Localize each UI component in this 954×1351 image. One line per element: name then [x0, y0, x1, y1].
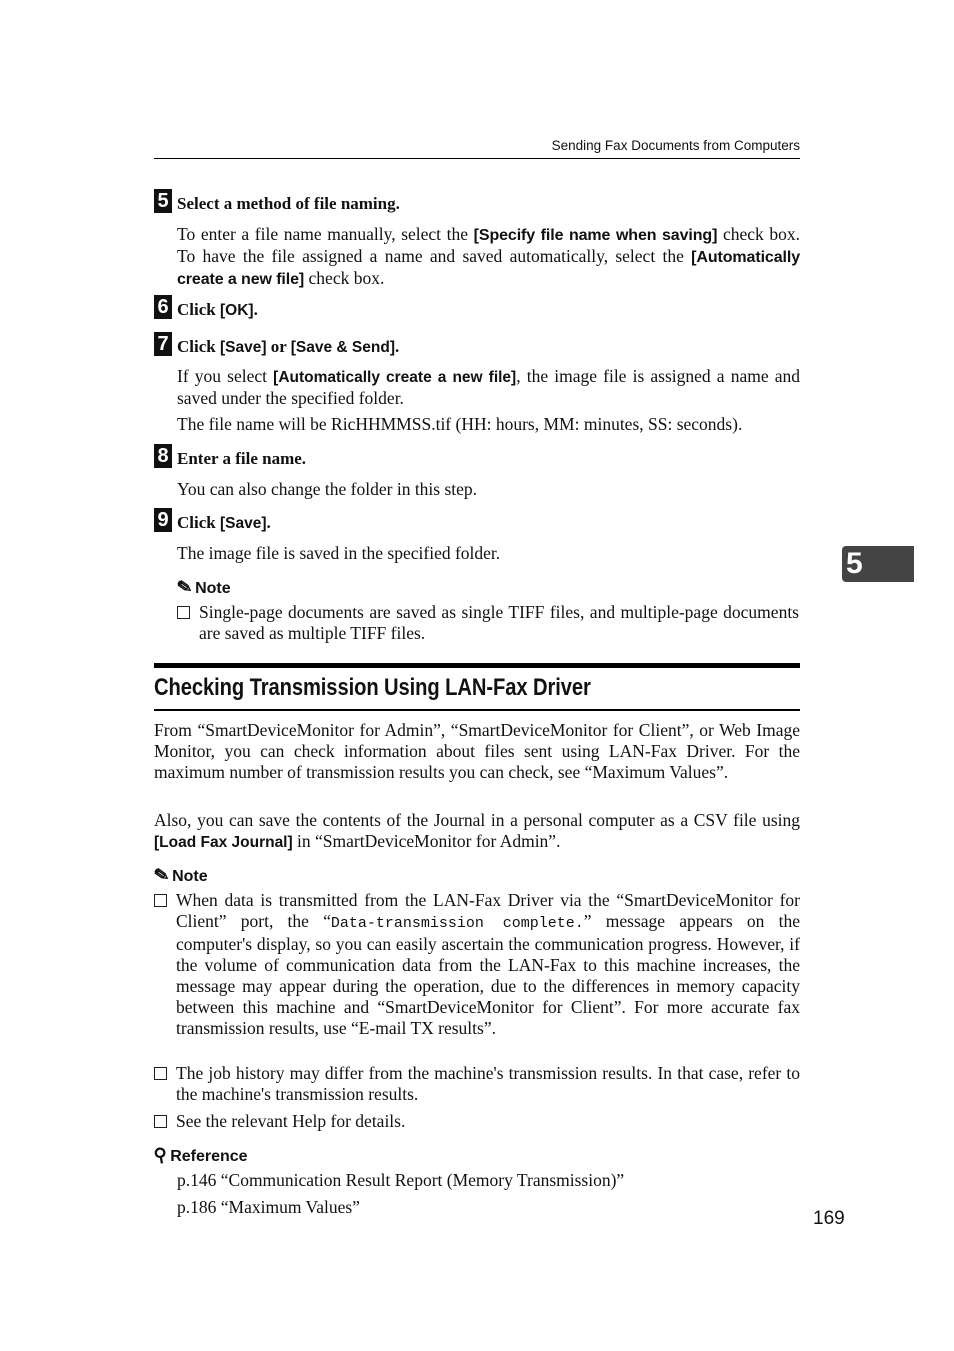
note-item: Single-page documents are saved as single TIFF files, and multiple-page documents are saved as multiple TIFF files. [177, 602, 799, 644]
chapter-tab: 5 [842, 546, 914, 582]
note-item: When data is transmitted from the LAN-Fax Driver via the “SmartDeviceMonitor for Client” port, the “Data-transmission complete.” message appears on the computer's display, so you can easily ascertain the communication progress. However, if the volume of communication data from the LAN-Fax to this machine increases, the message may appear during the operation, due to the differences in memory capacity between this machine and “SmartDeviceMonitor for Client”. For more accurate fax transmission results, use “E-mail TX results”. [154, 890, 800, 1039]
magnifier-icon: ⚲ [152, 1144, 169, 1167]
ui-label: [Automatically create a new file] [177, 249, 800, 288]
pencil-icon: ✎ [152, 863, 171, 887]
step-title: Enter a file name. [177, 449, 307, 468]
message-text: Data-transmission complete. [330, 915, 584, 932]
step-number: 6 [154, 295, 172, 319]
ui-label: [Save] [219, 339, 267, 356]
step-title: Select a method of file naming. [177, 194, 400, 213]
section-title: Checking Transmission Using LAN-Fax Driver [154, 674, 591, 701]
ui-label: [Save] [219, 515, 267, 532]
page-number: 169 [813, 1208, 845, 1229]
section-rule-bottom [154, 709, 800, 711]
pencil-icon: ✎ [175, 575, 194, 599]
step-title: Click [Save]. [177, 513, 271, 532]
checkbox-bullet-icon [154, 894, 167, 907]
step-number: 9 [154, 508, 172, 532]
ui-label: [OK] [219, 302, 254, 319]
section-paragraph-2: Also, you can save the contents of the Journal in a personal computer as a CSV file using [Load Fax Journal] in “SmartDeviceMonitor for Admin”. [154, 810, 800, 851]
checkbox-bullet-icon [154, 1067, 167, 1080]
running-header: Sending Fax Documents from Computers [551, 138, 800, 153]
checkbox-bullet-icon [177, 606, 190, 619]
step-8-body: You can also change the folder in this step. [177, 479, 478, 499]
note-item: See the relevant Help for details. [154, 1111, 800, 1132]
section-paragraph-1: From “SmartDeviceMonitor for Admin”, “SmartDeviceMonitor for Client”, or Web Image Monitor, you can check information about files sent using LAN-Fax Driver. For the maximum number of transmission results you can check, see “Maximum Values”. [154, 720, 800, 782]
checkbox-bullet-icon [154, 1115, 167, 1128]
ui-label: [Save & Send] [290, 339, 395, 356]
step-5-body: To enter a file name manually, select the [Specify file name when saving] check box. To have the file assigned a name and saved automatically, select the [Automatically create a new file] check box. [177, 224, 800, 288]
section-rule-top [154, 663, 800, 668]
note-item: The job history may differ from the machine's transmission results. In that case, refer to the machine's transmission results. [154, 1063, 800, 1105]
step-number: 5 [154, 189, 172, 213]
ui-label: [Load Fax Journal] [154, 834, 293, 851]
step-title: Click [OK]. [177, 300, 258, 319]
step-9-body: The image file is saved in the specified folder. [177, 543, 501, 563]
ui-label: [Specify file name when saving] [473, 227, 718, 244]
step-number: 7 [154, 332, 172, 356]
step-title: Click [Save] or [Save & Send]. [177, 337, 400, 356]
ui-label: [Automatically create a new file] [273, 369, 517, 386]
header-rule [154, 158, 800, 159]
reference-link[interactable]: p.146 “Communication Result Report (Memory Transmission)” [177, 1170, 625, 1190]
note-heading: ✎Note [152, 863, 208, 887]
step-number: 8 [154, 444, 172, 468]
reference-link[interactable]: p.186 “Maximum Values” [177, 1197, 360, 1217]
step-7-body-2: The file name will be RicHHMMSS.tif (HH: hours, MM: minutes, SS: seconds). [177, 414, 743, 434]
reference-heading: ⚲Reference [152, 1144, 248, 1167]
note-heading: ✎Note [175, 575, 231, 599]
step-7-body-1: If you select [Automatically create a new file], the image file is assigned a name and saved under the specified folder. [177, 366, 800, 408]
